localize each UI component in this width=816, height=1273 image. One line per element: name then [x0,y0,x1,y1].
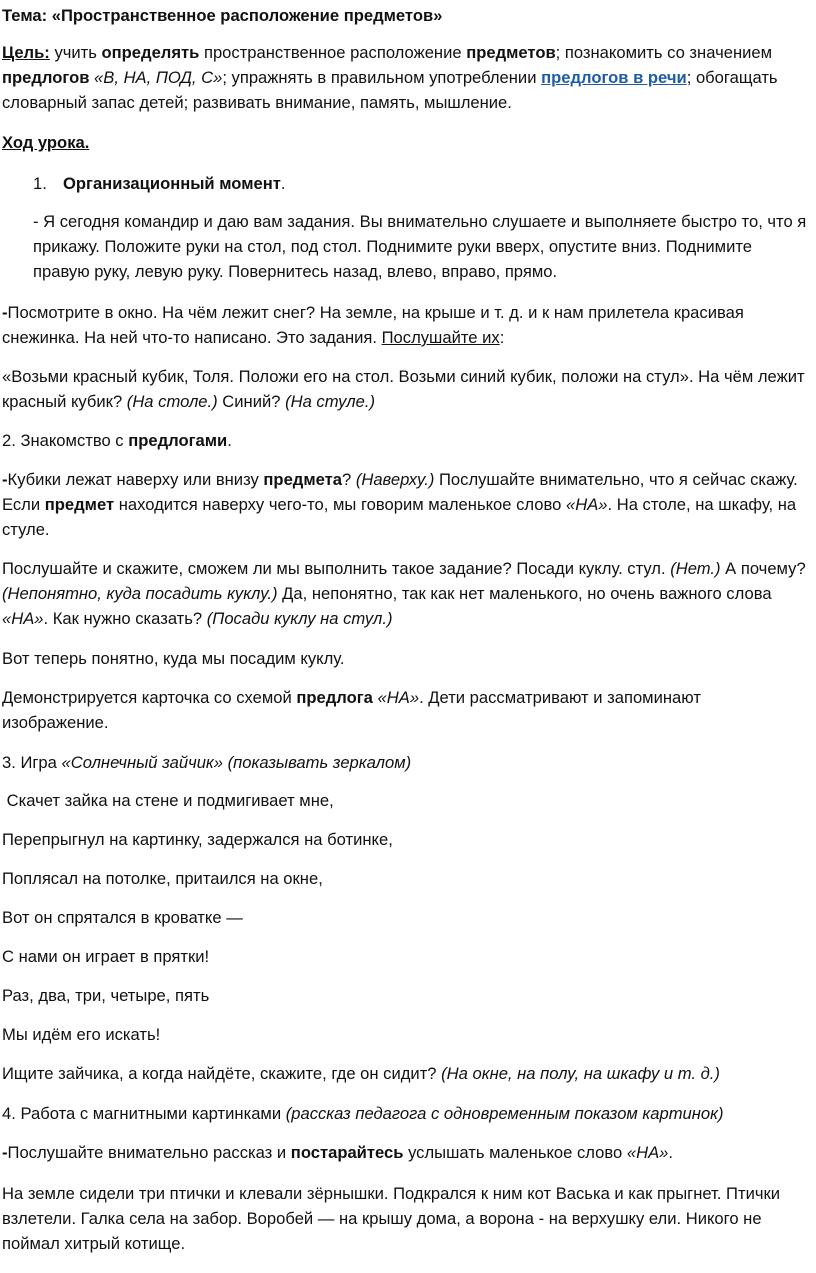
listen-text: . [668,1143,673,1162]
doll-italic: (Нет.) [670,559,721,578]
search-italic: (На окне, на полу, на шкафу и т. д.) [441,1064,720,1083]
step1-heading [33,171,285,196]
doll-text: Послушайте и скажите, сможем ли мы выполнить такое задание? Посади куклу. стул. [2,559,671,578]
title-label: Тема: [2,6,48,25]
step3-italic: «Солнечный зайчик» (показывать зеркалом) [61,753,412,772]
snow-underline: Послушайте их [381,328,500,347]
cube-italic: (На стуле.) [285,392,376,411]
goal-bold: предлогов [2,68,90,87]
step2-heading [2,428,232,453]
goal-text: ; упражнять в правильном употреблении [222,68,542,87]
search-paragraph [2,1061,810,1086]
cube-paragraph [2,364,810,414]
poem-line: Перепрыгнул на картинку, задержался на ботинке, [2,830,393,849]
doll-italic: (Посади куклу на стул.) [206,609,393,628]
step2-text: 2. Знакомство с [2,431,129,450]
snow-end: : [499,328,505,347]
step1-heading-end: . [280,174,286,193]
cube-text: «Возьми красный кубик, Толя. Положи его на стол. Возьми синий кубик, положи на стул». На чём лежит красный кубик? [2,367,805,411]
listen-text: Послушайте внимательно рассказ и [7,1143,291,1162]
snow-text: Посмотрите в окно. На чём лежит снег? На земле, на крыше и т. д. и к нам прилетела красивая снежинка. На ней что-то написано. Это задания. [2,303,744,347]
document-title [2,3,442,28]
listen-paragraph [2,1140,810,1165]
top-text: Послушайте внимательно, что я сейчас скажу. Если [2,470,798,514]
step1-text: - Я сегодня командир и даю вам задания. Вы внимательно слушаете и выполняете быстро то, что я прикажу. Положите руки на стол, под стол. Поднимите руки вверх, опустите вниз. Поднимите правую руку, левую руку. Повернитесь назад, влево, вправо, прямо. [33,212,807,281]
top-italic: «НА» [565,495,608,514]
cube-text: Синий? [217,392,286,411]
top-text: . На столе, на шкафу, на стуле. [2,495,797,539]
snow-dash: - [2,303,8,322]
poem-line: Вот он спрятался в кроватке — [2,908,243,927]
story-paragraph: На земле сидели три птички и клевали зёрнышки. Подкрался к ним кот Васька и как прыгнет. Птички взлетели. Галка села на забор. Воробей — на крышу дома, а ворона - на верхушку ели. Никого не поймал хитрый котище. [2,1184,781,1253]
goal-text: ; познакомить со значением [555,43,773,62]
step3-text: 3. Игра [2,753,62,772]
doll-italic: (Непонятно, куда посадить куклу.) [2,584,278,603]
step4-heading [2,1101,810,1126]
doll-text: Да, непонятно, так как нет маленького, но очень важного слова [277,584,772,603]
top-dash: - [2,470,8,489]
goal-text: пространственное расположение [199,43,467,62]
snow-paragraph [2,300,810,350]
step4-italic: (рассказ педагога с одновременным показом картинок) [285,1104,724,1123]
listen-text: услышать маленькое слово [403,1143,627,1162]
poem-line: С нами он играет в прятки! [2,947,210,966]
step2-bold: предлогами [128,431,228,450]
goal-italic: «В, НА, ПОД, С» [94,68,223,87]
top-bold: предмет [44,495,115,514]
listen-dash: - [2,1143,8,1162]
prepositions-link[interactable]: предлогов в речи [541,68,687,87]
listen-bold: постарайтесь [290,1143,404,1162]
top-text: находится наверху чего-то, мы говорим маленькое слово [114,495,566,514]
title-text: «Пространственное расположение предметов» [51,6,443,25]
card-text: . Дети рассматривают и запоминают изображение. [2,688,701,732]
cube-italic: (На столе.) [126,392,218,411]
listen-italic: «НА» [626,1143,669,1162]
card-text: Демонстрируется карточка со схемой [2,688,297,707]
top-bold: предмета [263,470,342,489]
step4-text: 4. Работа с магнитными картинками [2,1104,286,1123]
top-text: ? [341,470,356,489]
card-italic: «НА» [377,688,420,707]
goal-bold: предметов [466,43,556,62]
search-text: Ищите зайчика, а когда найдёте, скажите, где он сидит? [2,1064,442,1083]
doll-text: . Как нужно сказать? [43,609,207,628]
course-heading-text: Ход урока. [2,133,90,152]
poem-line: Мы идём его искать! [2,1025,161,1044]
goal-label: Цель: [2,43,50,62]
step1-number: 1. [33,174,47,193]
doll-paragraph [2,556,810,631]
doll-text: А почему? [720,559,806,578]
step1-heading-text: Организационный момент [63,174,281,193]
card-paragraph [2,685,810,735]
card-bold: предлога [296,688,373,707]
goal-text: учить [49,43,102,62]
goal-bold: определять [101,43,200,62]
poem-line: Раз, два, три, четыре, пять [2,986,210,1005]
goal-paragraph [2,40,810,115]
poem-line: Поплясал на потолке, притаился на окне, [2,869,323,888]
clear-paragraph: Вот теперь понятно, куда мы посадим куклу. [2,649,345,668]
course-heading [2,130,89,155]
top-italic: (Наверху.) [355,470,435,489]
top-text: Кубики лежат наверху или внизу [7,470,264,489]
poem-line: Скачет зайка на стене и подмигивает мне, [2,791,334,810]
goal-text: ; обогащать словарный запас детей; развивать внимание, память, мышление. [2,68,778,112]
step3-heading [2,750,411,775]
doll-italic: «НА» [2,609,44,628]
step2-end: . [227,431,232,450]
top-paragraph [2,467,810,542]
